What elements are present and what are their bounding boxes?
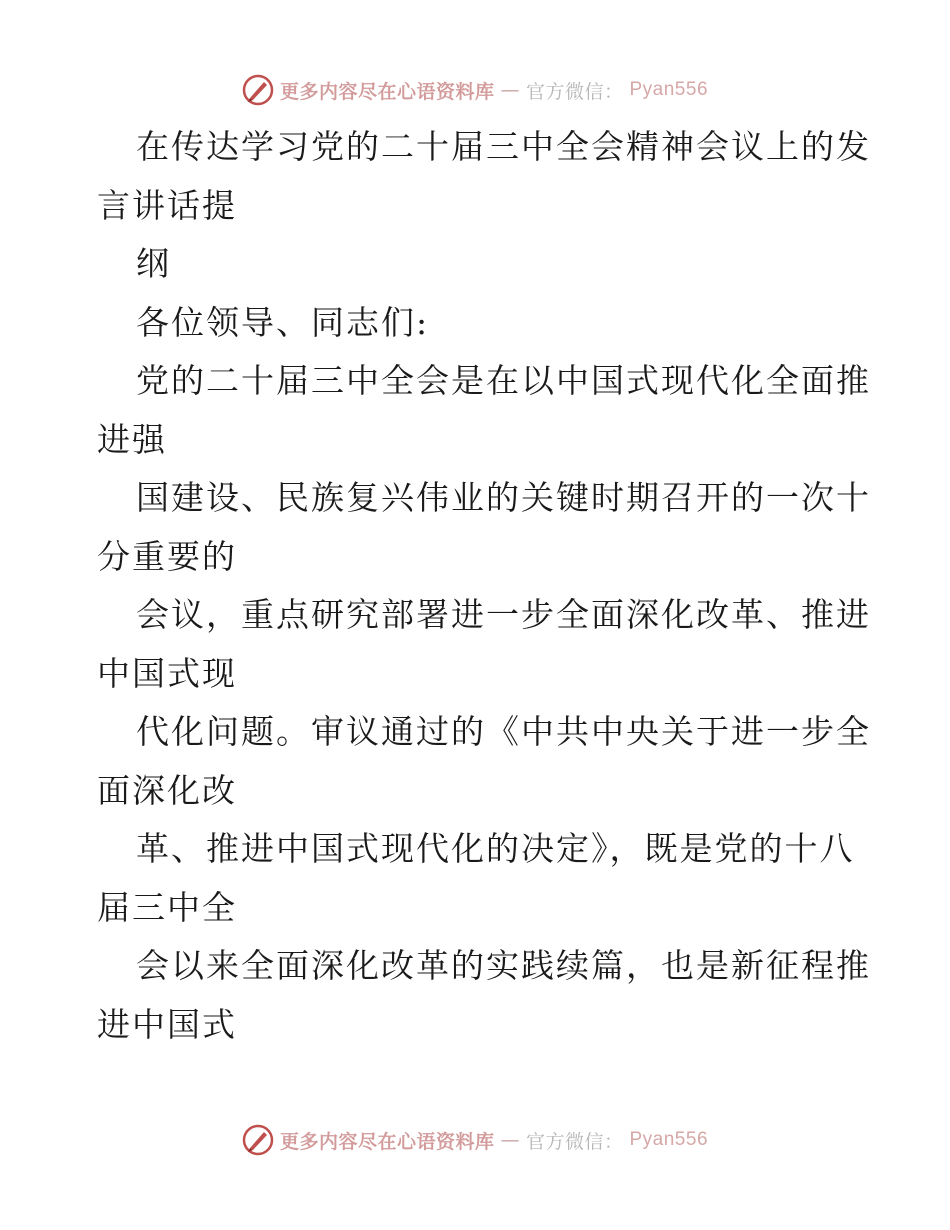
footer-watermark (0, 1122, 950, 1158)
text-line: 进中国式 (97, 1004, 237, 1044)
text-line: 会议，重点研究部署进一步全面深化改革、推进 (136, 595, 871, 634)
text-line: 进强 (97, 419, 167, 459)
watermark-dash: — (500, 79, 520, 101)
text-line: 届三中全 (97, 887, 237, 927)
watermark-brand: 更多内容尽在心语资料库 (279, 1130, 495, 1153)
watermark-wechat-id: Pyan556 (629, 79, 709, 100)
text-line: 纲 (136, 244, 171, 283)
quill-logo-icon (242, 74, 274, 106)
header-watermark (0, 72, 950, 108)
watermark-dash: — (500, 1129, 520, 1151)
text-line: 面深化改 (97, 770, 237, 810)
text-line: 分重要的 (97, 536, 237, 576)
watermark-wechat-id: Pyan556 (629, 1129, 709, 1150)
text-line: 革、推进中国式现代化的决定》，既是党的十八 (136, 829, 855, 868)
text-line: 党的二十届三中全会是在以中国式现代化全面推 (136, 361, 871, 400)
text-line: 在传达学习党的二十届三中全会精神会议上的发 (136, 127, 871, 166)
quill-logo-icon (242, 1124, 274, 1156)
document-body (97, 118, 871, 1054)
text-line: 代化问题。审议通过的《中共中央关于进一步全 (136, 712, 871, 751)
watermark-brand: 更多内容尽在心语资料库 (279, 80, 495, 103)
text-line: 中国式现 (97, 653, 237, 693)
text-line: 国建设、民族复兴伟业的关键时期召开的一次十 (136, 478, 871, 517)
text-line: 各位领导、同志们: (136, 302, 430, 342)
text-line: 言讲话提 (97, 185, 237, 225)
watermark-label: 官方微信： (525, 1130, 624, 1153)
watermark-label: 官方微信： (525, 80, 624, 103)
text-line: 会以来全面深化改革的实践续篇，也是新征程推 (136, 946, 871, 985)
